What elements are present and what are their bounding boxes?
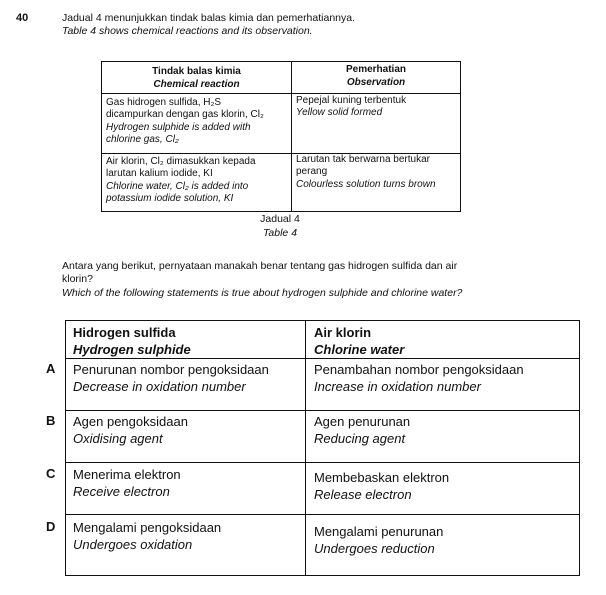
option-a-cl-en: Increase in oxidation number bbox=[314, 379, 481, 394]
table4-row-1-reaction-en-2: chlorine gas, Cl₂ bbox=[106, 133, 179, 145]
table4-row-1-observation-en: Yellow solid formed bbox=[296, 107, 383, 119]
option-b-letter[interactable]: B bbox=[46, 413, 56, 428]
option-d-h2s-en: Undergoes oxidation bbox=[73, 537, 193, 552]
table4-row-2-observation-ms-2: perang bbox=[296, 166, 328, 178]
option-c-letter[interactable]: C bbox=[46, 466, 56, 481]
option-b-h2s bbox=[73, 413, 188, 447]
table4-header-observation-ms: Pemerhatian bbox=[345, 64, 407, 75]
prompt-ms-line-2: klorin? bbox=[62, 273, 93, 285]
options-header-h2s-ms: Hidrogen sulfida bbox=[73, 325, 176, 340]
table4-header-observation-en: Observation bbox=[346, 76, 406, 88]
question-stem-ms: Jadual 4 menunjukkan tindak balas kimia dan pemerhatiannya. bbox=[62, 12, 356, 24]
options-table bbox=[65, 320, 580, 576]
option-a-h2s bbox=[73, 361, 269, 395]
question-stem-en: Table 4 shows chemical reactions and its observation. bbox=[62, 25, 313, 37]
table4-row-1-reaction-ms-1: Gas hidrogen sulfida, H₂S bbox=[106, 97, 222, 108]
option-b-h2s-en: Oxidising agent bbox=[73, 431, 163, 446]
question-number: 40 bbox=[16, 12, 29, 24]
prompt-en: Which of the following statements is true about hydrogen sulphide and chlorine water? bbox=[62, 287, 463, 299]
options-header-cl-en: Chlorine water bbox=[314, 342, 405, 357]
table4-caption-en: Table 4 bbox=[262, 227, 298, 239]
table4-row-2-observation-ms-1: Larutan tak berwarna bertukar bbox=[296, 154, 430, 165]
table4-row-1-reaction-en-1: Hydrogen sulphide is added with bbox=[106, 121, 251, 133]
option-c-h2s-ms: Menerima elektron bbox=[73, 467, 181, 482]
option-d-h2s-ms: Mengalami pengoksidaan bbox=[73, 520, 222, 535]
table4-row-2-reaction-en-2: potassium iodide solution, KI bbox=[106, 192, 234, 204]
table4-header-reaction-ms: Tindak balas kimia bbox=[152, 66, 241, 77]
option-b-h2s-ms: Agen pengoksidaan bbox=[73, 414, 188, 429]
option-a-cl bbox=[314, 361, 524, 395]
option-b-cl-en: Reducing agent bbox=[314, 431, 406, 446]
table-4 bbox=[101, 61, 461, 212]
option-b-cl-ms: Agen penurunan bbox=[314, 414, 411, 429]
table4-row-2-reaction-en-1: Chlorine water, Cl₂ is added into bbox=[106, 180, 249, 192]
table4-row-1-observation-ms: Pepejal kuning terbentuk bbox=[296, 95, 407, 106]
options-header-cl-ms: Air klorin bbox=[314, 325, 372, 340]
option-d-cl bbox=[314, 523, 443, 557]
option-c-h2s-en: Receive electron bbox=[73, 484, 170, 499]
table4-row-2-reaction bbox=[106, 156, 256, 205]
option-b-cl bbox=[314, 413, 410, 447]
option-c-h2s bbox=[73, 466, 181, 500]
option-c-cl bbox=[314, 469, 449, 503]
table4-row-2-reaction-ms-1: Air klorin, Cl₂ dimasukkan kepada bbox=[106, 156, 256, 167]
option-d-cl-en: Undergoes reduction bbox=[314, 541, 435, 556]
table4-row-2-observation bbox=[296, 154, 436, 191]
option-c-cl-ms: Membebaskan elektron bbox=[314, 470, 450, 485]
option-a-h2s-en: Decrease in oxidation number bbox=[73, 379, 246, 394]
option-a-letter[interactable]: A bbox=[46, 361, 56, 376]
table4-row-1-reaction bbox=[106, 97, 264, 146]
options-header-h2s-en: Hydrogen sulphide bbox=[73, 342, 191, 357]
table4-row-2-reaction-ms-2: larutan kalium iodide, KI bbox=[106, 168, 213, 180]
prompt-ms-line-1: Antara yang berikut, pernyataan manakah benar tentang gas hidrogen sulfida dan air bbox=[62, 260, 458, 272]
option-d-cl-ms: Mengalami penurunan bbox=[314, 524, 444, 539]
table4-row-1-reaction-ms-2: dicampurkan dengan gas klorin, Cl₂ bbox=[106, 109, 264, 121]
option-a-h2s-ms: Penurunan nombor pengoksidaan bbox=[73, 362, 269, 377]
table4-row-2-observation-en: Colourless solution turns brown bbox=[296, 178, 436, 190]
option-d-letter[interactable]: D bbox=[46, 519, 56, 534]
option-c-cl-en: Release electron bbox=[314, 487, 412, 502]
option-a-cl-ms: Penambahan nombor pengoksidaan bbox=[314, 362, 524, 377]
table4-header-reaction-en: Chemical reaction bbox=[153, 78, 240, 90]
table4-row-1-observation bbox=[296, 95, 406, 120]
option-d-h2s bbox=[73, 519, 221, 553]
table4-caption-ms: Jadual 4 bbox=[260, 213, 300, 225]
